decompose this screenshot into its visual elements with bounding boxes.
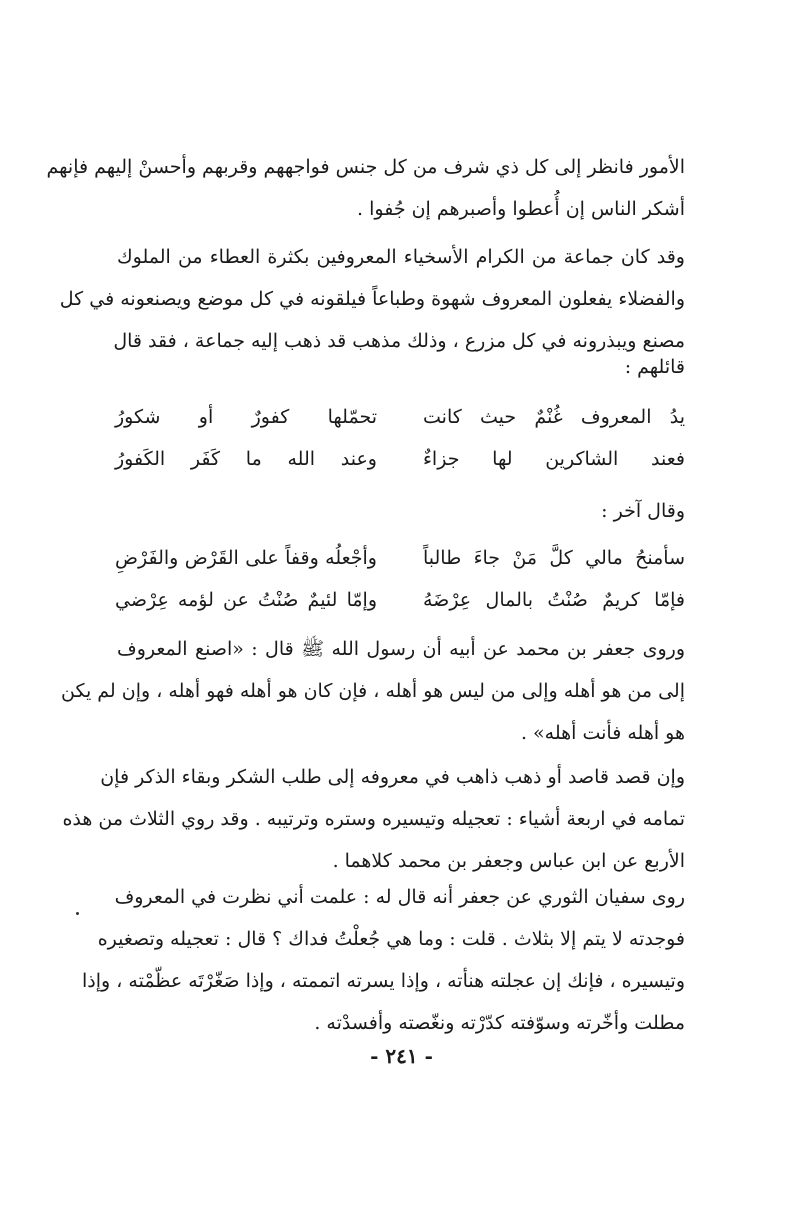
paragraph-four-things — [62, 756, 685, 882]
text-line: مصنع ويبذرونه في كل مزرع ، وذلك مذهب قد ذهب إليه جماعة ، فقد قال — [113, 330, 685, 352]
text-line: أشكر الناس إن أُعطوا وأصبرهم إن جُفوا . — [357, 198, 685, 220]
verse-line — [115, 537, 685, 579]
verse-line — [115, 438, 685, 480]
paragraph-sufyan-narration — [82, 876, 685, 1044]
text-line: تمامه في اربعة أشياء : تعجيله وتيسيره وستره وترتيبه . وقد روي الثلاث من هذه — [62, 808, 685, 830]
text-line: فوجدته لا يتم إلا بثلاث . قلت : وما هي جُعلْتُ فداك ؟ قال : تعجيله وتصغيره — [97, 928, 685, 950]
paragraph-continuation — [46, 146, 685, 230]
first-hemistich: يدُ المعروف غُنْمٌ حيث كانت — [423, 406, 685, 428]
verse-intro: قائلهم : — [624, 356, 685, 378]
text-line: وإن قصد قاصد أو ذهب ذاهب في معروفه إلى طلب الشكر وبقاء الذكر فإن — [100, 766, 685, 788]
verse-line — [115, 579, 685, 621]
text-line: والفضلاء يفعلون المعروف شهوة وطباعاً فيلقونه في كل موضع ويصنعونه في كل — [59, 288, 685, 310]
paragraph-hadith — [61, 628, 685, 754]
second-hemistich: وإمّا لئيمٌ صُنْتُ عن لؤمه عِرْضي — [115, 589, 377, 611]
text-line: روى سفيان الثوري عن جعفر أنه قال له : علمت أني نظرت في المعروف — [114, 886, 685, 908]
text-line: الأمور فانظر إلى كل ذي شرف من كل جنس فواجههم وقربهم وأحسنْ إليهم فإنهم — [46, 156, 685, 178]
first-hemistich: فعند الشاكرين لها جزاءٌ — [423, 448, 685, 470]
text-line: الأربع عن ابن عباس وجعفر بن محمد كلاهما . — [332, 850, 685, 872]
text-line: هو أهله فأنت أهله» . — [520, 722, 685, 744]
poem-verse-2 — [115, 537, 685, 621]
text-line: إلى من هو أهله وإلى من ليس هو أهله ، فإن كان هو أهله فهو أهله ، وإن لم يكن — [61, 680, 685, 702]
scan-speck — [76, 912, 79, 915]
second-hemistich: وعند الله ما كَفَر الكَفورُ — [115, 448, 377, 470]
page-number: - ٢٤١ - — [370, 1044, 433, 1068]
text-line: مطلت وأخّرته وسوّفته كدّرْته ونغّصته وأفسدْته . — [314, 1012, 685, 1034]
text-line: وقد كان جماعة من الكرام الأسخياء المعروفين بكثرة العطاء من الملوك — [117, 246, 685, 268]
first-hemistich: فإمّا كريمٌ صُنْتُ بالمال عِرْضَهُ — [423, 589, 685, 611]
poem-verse-1 — [115, 396, 685, 480]
verse-line — [115, 396, 685, 438]
second-hemistich: تحمّلها كفورٌ أو شكورُ — [115, 406, 377, 428]
verse-intro: وقال آخر : — [601, 500, 685, 522]
text-line: وروى جعفر بن محمد عن أبيه أن رسول الله ﷺ قال : «اصنع المعروف — [117, 638, 685, 660]
text-line: وتيسيره ، فإنك إن عجلته هنأته ، وإذا يسرته اتممته ، وإذا صَغّرْتَه عظّمْته ، وإذا — [82, 970, 685, 992]
second-hemistich: وأجْعلُه وقفاً على القَرْض والفَرْضِ — [115, 547, 377, 569]
paragraph-generous-people — [59, 236, 685, 362]
first-hemistich: سأمنحُ مالي كلَّ مَنْ جاءَ طالباً — [423, 547, 685, 569]
